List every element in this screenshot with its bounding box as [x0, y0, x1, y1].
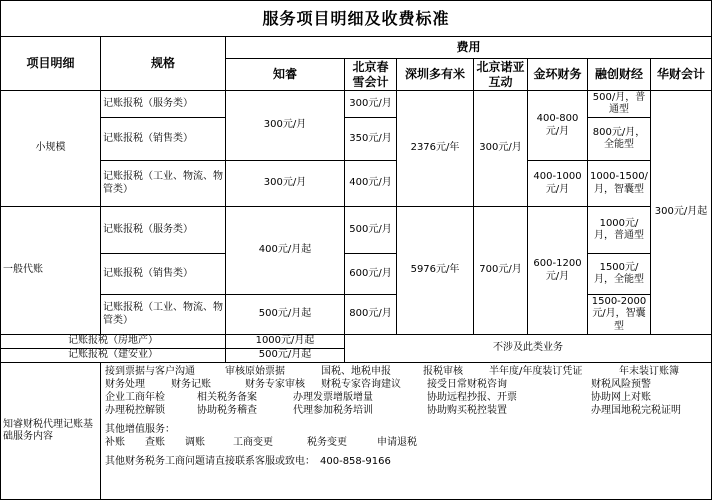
provider-jinhuan: 金环财务 — [527, 58, 588, 91]
extra-service-item: 税务变更 — [307, 437, 347, 448]
rongchuang-general-3: 1500-2000元/月，智囊型 — [587, 294, 651, 335]
category-small: 小规模 — [0, 90, 101, 207]
service-item: 办理国地税完税证明 — [591, 405, 681, 416]
category-general: 一般代账 — [0, 206, 101, 335]
service-item: 办理税控解锁 — [105, 405, 165, 416]
service-line — [105, 391, 651, 404]
jinhuan-general: 600-1200元/月 — [527, 206, 588, 335]
special-realestate-label: 记账报税（房地产） — [0, 334, 226, 349]
service-item: 办理发票增版增量 — [293, 392, 373, 403]
jinhuan-small-b: 400-1000元/月 — [527, 160, 588, 207]
extra-services-title: 其他增值服务： — [105, 424, 175, 435]
chunxue-small-3: 400元/月 — [344, 160, 397, 207]
spec-general-industry: 记账报税（工业、物流、物管类） — [100, 294, 226, 335]
chunxue-small-1: 300元/月 — [344, 90, 397, 118]
page-title: 服务项目明细及收费标准 — [0, 0, 712, 37]
rongchuang-general-2: 1500元/月，全能型 — [587, 253, 651, 295]
service-item: 财务处理 — [105, 379, 145, 390]
special-construction-price: 500元/月起 — [225, 348, 345, 363]
service-item: 财务记账 — [171, 379, 211, 390]
service-item: 代理参加税务培训 — [293, 405, 373, 416]
zhirui-small-b: 300元/月 — [225, 160, 345, 207]
rongchuang-small-3: 1000-1500/月，智囊型 — [587, 160, 651, 207]
service-line — [105, 404, 681, 417]
service-item: 协助远程抄报、开票 — [427, 392, 517, 403]
extra-service-item: 查账 — [145, 437, 165, 448]
extra-service-item: 工商变更 — [233, 437, 273, 448]
spec-small-service: 记账报税（服务类） — [100, 90, 226, 118]
service-item: 国税、地税申报 — [321, 366, 391, 377]
provider-shenzhen: 深圳多有米 — [396, 58, 474, 91]
contact-line: 其他财务税务工商问题请直接联系客服或致电： 400-858-9166 — [105, 456, 391, 467]
zhirui-general-a: 400元/月起 — [225, 206, 345, 295]
rongchuang-general-1: 1000元/月，普通型 — [587, 206, 651, 254]
provider-chunxue: 北京春雪会计 — [344, 58, 397, 91]
service-item: 财务专家审核 — [245, 379, 305, 390]
spec-general-sales: 记账报税（销售类） — [100, 253, 226, 295]
service-item: 接到票据与客户沟通 — [105, 366, 195, 377]
service-item: 年末装订账簿 — [619, 366, 679, 377]
service-item: 财税专家咨询建议 — [321, 379, 401, 390]
shenzhen-small: 2376元/年 — [396, 90, 474, 207]
not-involved-note: 不涉及此类业务 — [344, 334, 712, 363]
rongchuang-small-2: 800元/月，全能型 — [587, 117, 651, 161]
provider-zhirui: 知睿 — [225, 58, 345, 91]
service-line — [105, 365, 679, 378]
services-content — [100, 362, 712, 500]
rongchuang-small-1: 500/月，普通型 — [587, 90, 651, 118]
service-item: 相关税务备案 — [197, 392, 257, 403]
service-item: 协助网上对账 — [591, 392, 651, 403]
special-realestate-price: 1000元/月起 — [225, 334, 345, 349]
header-fee: 费用 — [225, 36, 712, 59]
service-item: 企业工商年检 — [105, 392, 165, 403]
nuoya-general: 700元/月 — [473, 206, 528, 335]
services-label: 知睿财税代理记账基础服务内容 — [0, 362, 101, 500]
header-spec: 规格 — [100, 36, 226, 91]
chunxue-general-1: 500元/月 — [344, 206, 397, 254]
header-item: 项目明细 — [0, 36, 101, 91]
service-item: 协助购买税控装置 — [427, 405, 507, 416]
zhirui-general-b: 500元/月起 — [225, 294, 345, 335]
service-item: 报税审核 — [423, 366, 463, 377]
chunxue-general-2: 600元/月 — [344, 253, 397, 295]
chunxue-small-2: 350元/月 — [344, 117, 397, 161]
service-item: 接受日常财税咨询 — [427, 379, 507, 390]
service-item: 审核原始票据 — [225, 366, 285, 377]
nuoya-small: 300元/月 — [473, 90, 528, 207]
special-construction-label: 记账报税（建安业） — [0, 348, 226, 363]
provider-nuoya: 北京诺亚互动 — [473, 58, 528, 91]
spec-small-industry: 记账报税（工业、物流、物管类） — [100, 160, 226, 207]
shenzhen-general: 5976元/年 — [396, 206, 474, 335]
chunxue-general-3: 800元/月 — [344, 294, 397, 335]
extra-service-item: 申请退税 — [377, 437, 417, 448]
zhirui-small-a: 300元/月 — [225, 90, 345, 161]
huacai-price: 300元/月起 — [650, 90, 712, 335]
service-item: 半年度/年度装订凭证 — [489, 366, 583, 377]
provider-huacai: 华财会计 — [650, 58, 712, 91]
spec-general-service: 记账报税（服务类） — [100, 206, 226, 254]
service-item: 财税风险预警 — [591, 379, 651, 390]
service-item: 协助税务稽查 — [197, 405, 257, 416]
provider-rongchuang: 融创财经 — [587, 58, 651, 91]
jinhuan-small-a: 400-800元/月 — [527, 90, 588, 161]
spec-small-sales: 记账报税（销售类） — [100, 117, 226, 161]
extra-service-item: 调账 — [185, 437, 205, 448]
extra-services-line — [105, 436, 417, 449]
service-line — [105, 378, 651, 391]
extra-service-item: 补账 — [105, 437, 125, 448]
